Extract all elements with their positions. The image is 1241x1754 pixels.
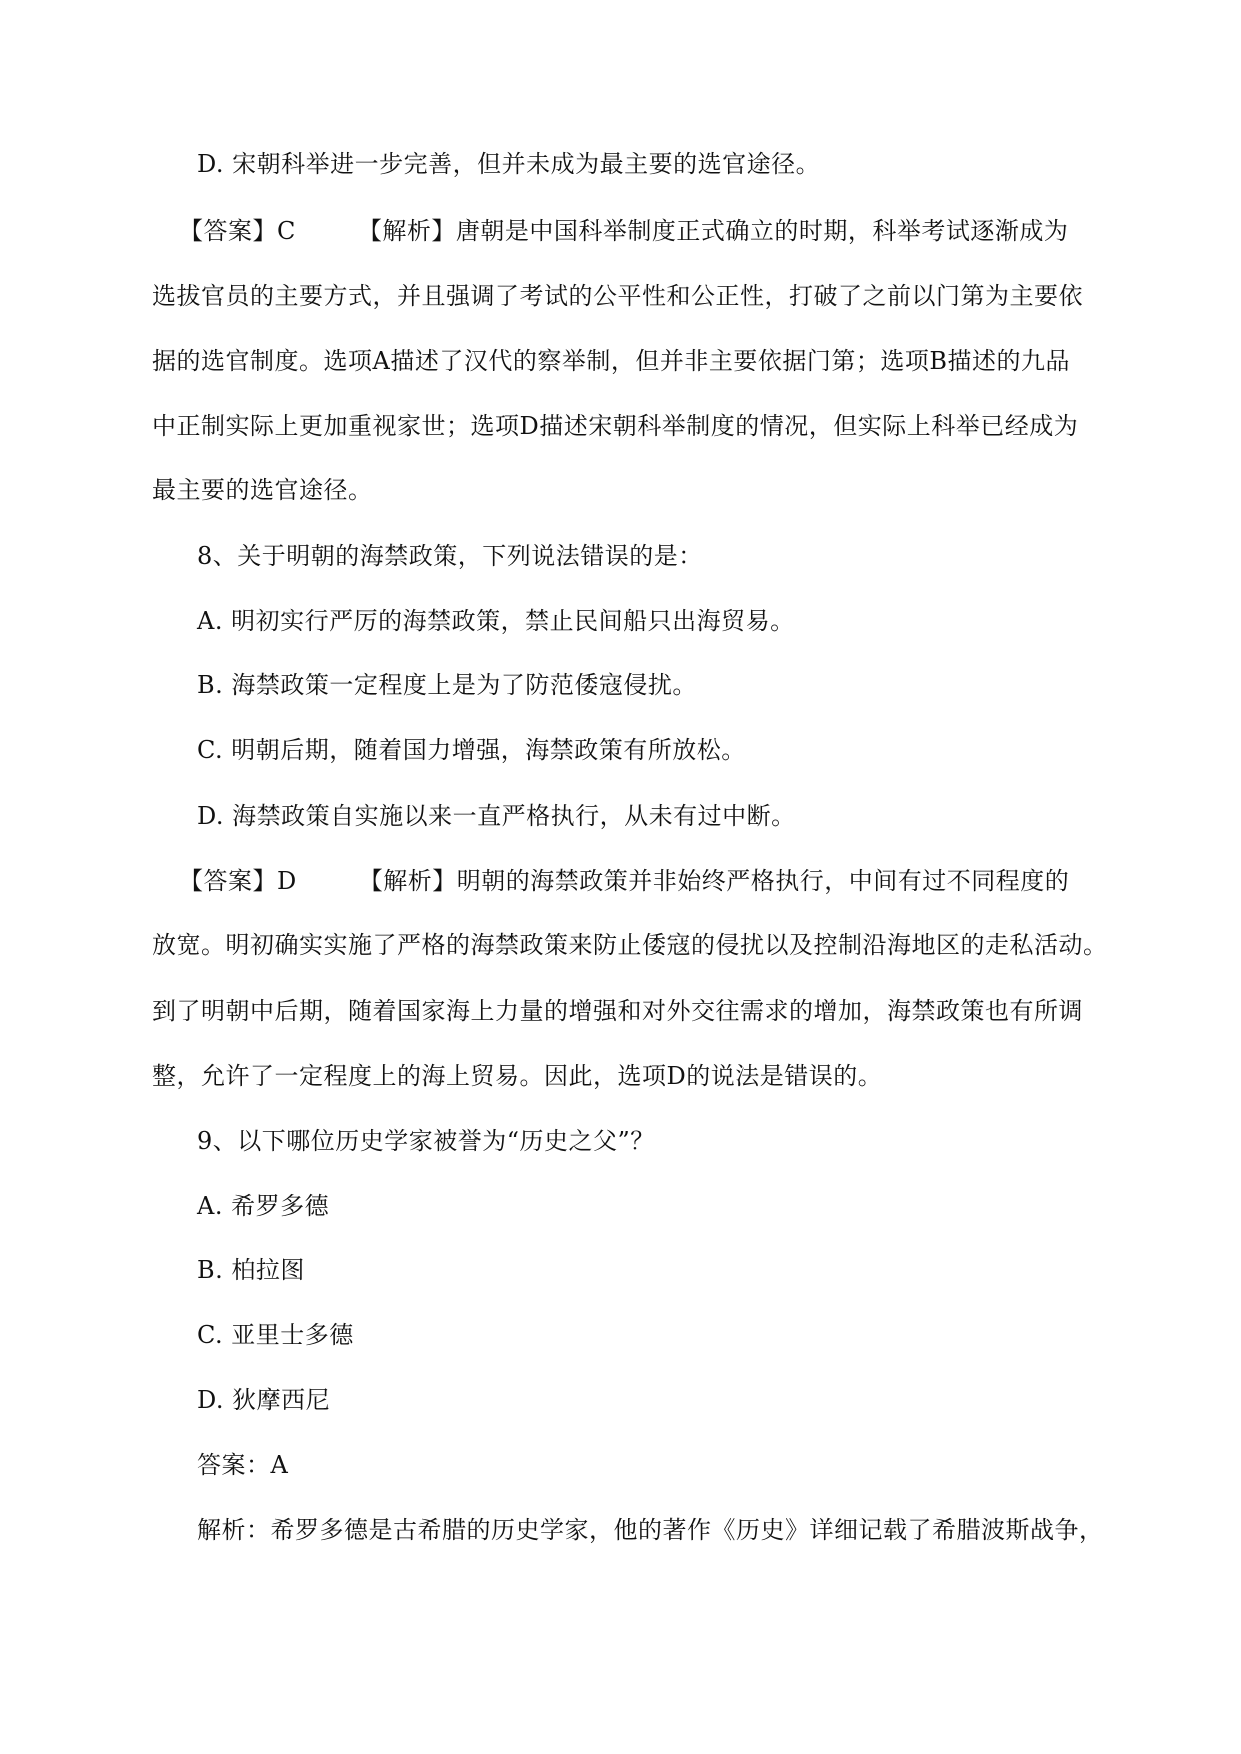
q7-explain-line: 据的选官制度。选项A描述了汉代的察举制，但并非主要依据门第；选项B描述的九品 (152, 347, 1070, 375)
q8-question: 8、关于明朝的海禁政策，下列说法错误的是： (197, 542, 703, 570)
q8-explain-line: 整，允许了一定程度上的海上贸易。因此，选项D的说法是错误的。 (152, 1062, 883, 1090)
q9-option-c: C. 亚里士多德 (197, 1321, 354, 1349)
q8-option-c: C. 明朝后期，随着国力增强，海禁政策有所放松。 (197, 736, 746, 764)
q7-option-d: D. 宋朝科举进一步完善，但并未成为最主要的选官途径。 (197, 150, 821, 178)
q7-explain-first: 【解析】唐朝是中国科举制度正式确立的时期，科举考试逐渐成为 (357, 217, 1069, 245)
q8-answer-row (179, 865, 1069, 897)
q8-explain-line: 放宽。明初确实实施了严格的海禁政策来防止倭寇的侵扰以及控制沿海地区的走私活动。 (152, 931, 1108, 959)
q7-answer-label: 【答案】C (179, 217, 296, 245)
q8-explain-line: 到了明朝中后期，随着国家海上力量的增强和对外交往需求的增加，海禁政策也有所调 (152, 997, 1083, 1025)
q7-explain-line: 中正制实际上更加重视家世；选项D描述宋朝科举制度的情况，但实际上科举已经成为 (152, 412, 1079, 440)
q8-answer-label: 【答案】D (179, 867, 297, 895)
q7-explain-line: 最主要的选官途径。 (152, 476, 373, 504)
q7-answer-row (179, 215, 1068, 247)
q9-question: 9、以下哪位历史学家被誉为“历史之父”？ (197, 1127, 655, 1155)
q8-explain-first: 【解析】明朝的海禁政策并非始终严格执行，中间有过不同程度的 (358, 867, 1070, 895)
q7-explain-line: 选拔官员的主要方式，并且强调了考试的公平性和公正性，打破了之前以门第为主要依 (152, 282, 1083, 310)
q8-option-b: B. 海禁政策一定程度上是为了防范倭寇侵扰。 (197, 671, 697, 699)
q9-answer: 答案：A (197, 1451, 289, 1479)
q9-option-d: D. 狄摩西尼 (197, 1386, 331, 1414)
q8-option-a: A. 明初实行严厉的海禁政策，禁止民间船只出海贸易。 (197, 607, 795, 635)
q8-option-d: D. 海禁政策自实施以来一直严格执行，从未有过中断。 (197, 802, 796, 830)
q9-option-b: B. 柏拉图 (197, 1256, 305, 1284)
q9-option-a: A. 希罗多德 (197, 1192, 330, 1220)
q9-explain: 解析：希罗多德是古希腊的历史学家，他的著作《历史》详细记载了希腊波斯战争， (197, 1516, 1104, 1544)
